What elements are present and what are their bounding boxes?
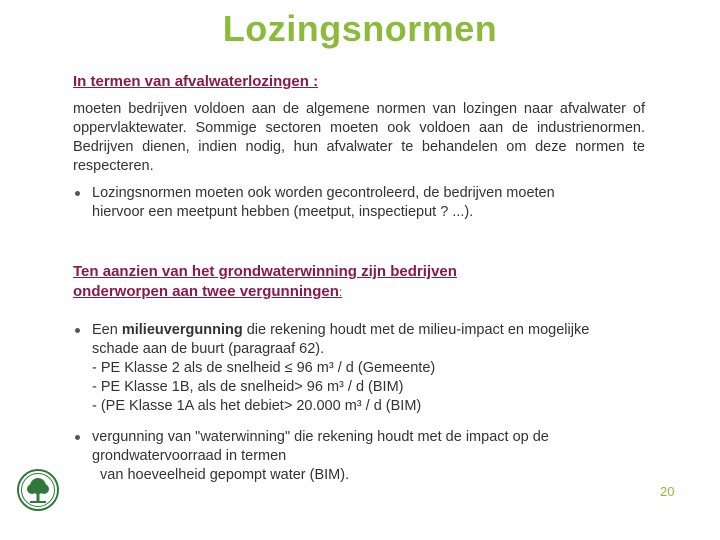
section1-paragraph: moeten bedrijven voldoen aan de algemene normen van lozingen naar afvalwater of oppervlaktewater. Sommige sectoren moeten ook voldoen aan de industrienormen. Bedrijven dienen, indien nodig, hun afvalwater te behandelen om deze normen te respecteren. (73, 101, 645, 174)
bullet-lead-text: Een (92, 322, 122, 338)
bullet-line: vergunning van "waterwinning" die rekening houdt met de impact op de (92, 429, 549, 445)
bullet-line: - PE Klasse 1B, als de snelheid> 96 m³ / d (BIM) (92, 379, 404, 395)
bullet-line: Lozingsnormen moeten ook worden gecontroleerd, de bedrijven moeten (92, 185, 555, 201)
bullet-line: - PE Klasse 2 als de snelheid ≤ 96 m³ / d (Gemeente) (92, 360, 436, 376)
section1-bullet (92, 184, 652, 222)
tree-logo-icon (16, 468, 60, 512)
bullet-bold-term: milieuvergunning (121, 322, 243, 338)
bullet-rest-text: die rekening houdt met de milieu-impact en mogelijke (242, 322, 590, 338)
bullet-line: schade aan de buurt (paragraaf 62). (92, 341, 325, 357)
bullet-line: - (PE Klasse 1A als het debiet> 20.000 m³ / d (BIM) (92, 398, 422, 414)
section2-heading (73, 262, 457, 302)
bullet-line: hiervoor een meetpunt hebben (meetput, inspectieput ? ...). (92, 204, 474, 220)
slide-title: Lozingsnormen (222, 8, 498, 49)
section2-heading-line1: Ten aanzien van het grondwaterwinning zijn bedrijven (73, 263, 457, 280)
bullet-dot-icon (75, 191, 80, 196)
bullet-line: grondwatervoorraad in termen (92, 448, 287, 464)
bullet-dot-icon (75, 435, 80, 440)
section1-heading: In termen van afvalwaterlozingen : (73, 73, 319, 90)
section2-bullet-waterwinning (92, 428, 652, 485)
bullet-line (92, 321, 652, 340)
section2-heading-colon: : (338, 285, 343, 299)
section2-bullet-milieuvergunning (92, 321, 652, 416)
bullet-line: van hoeveelheid gepompt water (BIM). (92, 467, 350, 483)
section2-heading-line2: onderworpen aan twee vergunningen (73, 283, 339, 300)
page-number: 20 (660, 484, 675, 499)
bullet-dot-icon (75, 328, 80, 333)
